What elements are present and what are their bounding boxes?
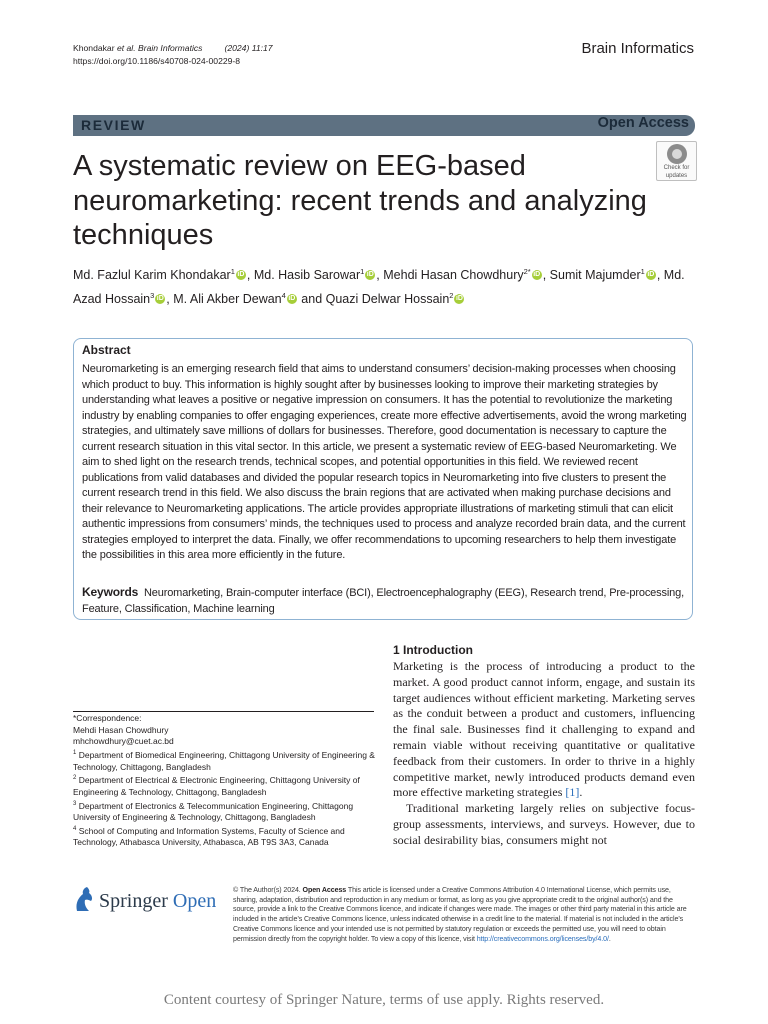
- orcid-icon[interactable]: iD: [533, 270, 541, 278]
- introduction-body: [393, 659, 695, 849]
- keywords-label: Keywords: [82, 585, 139, 599]
- affiliation: [73, 799, 378, 824]
- paragraph: [393, 659, 695, 801]
- running-header: [73, 42, 273, 67]
- affiliation-number: 2: [73, 775, 77, 782]
- publisher-name: Springer: [99, 890, 168, 912]
- article-type-banner: [73, 115, 695, 136]
- author-affiliation: 1: [640, 267, 645, 276]
- section-heading-introduction: 1 Introduction: [393, 643, 473, 657]
- author-name[interactable]: Md. Fazlul Karim Khondakar: [73, 268, 231, 283]
- author-separator: ,: [246, 268, 254, 283]
- footnotes: [73, 713, 378, 849]
- orcid-icon[interactable]: iD: [366, 270, 374, 278]
- affiliation-text: Department of Biomedical Engineering, Chittagong University of Engineering & Technology, Chittagong, Bangladesh: [73, 749, 375, 772]
- affiliation-text: School of Computing and Information Systems, Faculty of Science and Technology, Athabasca University, Athabasca, AB T9S 3A3, Canada: [73, 825, 345, 848]
- check-updates-line1: Check for: [663, 165, 690, 171]
- author-affiliation: 2*: [523, 267, 531, 276]
- header-journal-italic: et al. Brain Informatics: [116, 43, 203, 53]
- publisher-open: Open: [172, 890, 217, 912]
- orcid-icon[interactable]: iD: [288, 294, 296, 302]
- check-updates-icon: [667, 144, 687, 164]
- affiliation: [73, 773, 378, 798]
- author-list: [73, 262, 698, 309]
- orcid-icon[interactable]: iD: [237, 270, 245, 278]
- affiliation-number: 1: [73, 750, 77, 757]
- keywords-text: Neuromarketing, Brain-computer interface (BCI), Electroencephalography (EEG), Research trend, Pre-processing, Feature, Classification, Machine learning: [82, 587, 684, 615]
- affiliation: [73, 748, 378, 773]
- affiliation-number: 3: [73, 800, 77, 807]
- author-separator: ,: [376, 268, 384, 283]
- check-updates-line2: updates: [665, 172, 688, 179]
- article-title: A systematic review on EEG-based neuromarketing: recent trends and analyzing techniques: [73, 150, 647, 251]
- author-separator: ,: [166, 291, 174, 306]
- author-name[interactable]: Md. Azad Hossain: [73, 268, 685, 306]
- courtesy-notice: Content courtesy of Springer Nature, terms of use apply. Rights reserved.: [163, 992, 605, 1008]
- author-name[interactable]: Mehdi Hasan Chowdhury: [383, 268, 524, 283]
- citation-link[interactable]: [1]: [565, 785, 580, 800]
- author-name[interactable]: Md. Hasib Sarowar: [253, 268, 361, 283]
- orcid-icon[interactable]: iD: [156, 294, 164, 302]
- affiliation-text: Department of Electronics & Telecommunication Engineering, Chittagong University of Engineering & Technology, Chittagong, Bangladesh: [73, 800, 354, 823]
- author-name[interactable]: Quazi Delwar Hossain: [325, 291, 450, 306]
- springer-horse-icon: [73, 885, 95, 913]
- license-body: This article is licensed under a Creative Commons Attribution 4.0 International License, which permits use, sharing, adaptation, distribution and reproduction in any medium or format, as long as you give appropriate credit to the original author(s) and the source, provide a link to the Creative Commons licence, and indicate if changes were made. The images or other third party material in this article are included in the article’s Creative Commons licence, unless indicated otherwise in a credit line to the material. If material is not included in the article’s Creative Commons licence and your intended use is not permitted by statutory regulation or exceeds the permitted use, you will need to obtain permission directly from the copyright holder. To view a copy of this licence, visit: [233, 886, 687, 943]
- check-for-updates-badge[interactable]: [656, 141, 697, 181]
- open-access-label: Open Access: [597, 115, 689, 131]
- paragraph-text: Marketing is the process of introducing a product to the market. A good product cannot inform, engage, and sustain its target audiences without efficient marketing. Marketing serves as the conduit between a product and customers, influencing the final sale. Businesses find it challenging to expand and remain viable without receiving quantitative or qualitative feedback from their customers. In order to thrive in a highly competitive market, newly introduced products demand even more effective marketing strategies: [393, 659, 695, 800]
- author-affiliation: 2: [449, 290, 454, 300]
- license-url-link[interactable]: http://creativecommons.org/licenses/by/4.0/: [476, 934, 609, 943]
- author-affiliation: 4: [281, 290, 286, 300]
- footnote-divider: [73, 711, 374, 712]
- author-separator: and: [297, 291, 326, 306]
- orcid-icon[interactable]: iD: [647, 270, 655, 278]
- doi-link[interactable]: https://doi.org/10.1186/s40708-024-00229-8: [73, 55, 241, 66]
- license-oa-label: Open Access: [302, 886, 347, 894]
- header-authors: Khondakar: [73, 43, 115, 53]
- correspondence-label: *Correspondence:: [73, 713, 142, 723]
- correspondence-email[interactable]: mhchowdhury@cuet.ac.bd: [73, 736, 174, 747]
- abstract-heading: Abstract: [82, 343, 131, 357]
- author-affiliation: 1: [360, 267, 365, 276]
- license-end: .: [608, 934, 611, 943]
- author-separator: ,: [656, 268, 664, 283]
- author-affiliation: 1: [230, 267, 235, 276]
- abstract-text: Neuromarketing is an emerging research field that aims to understand consumers’ decision-making processes when choosing which product to buy. This information is highly sought after by businesses looking to improve their marketing strategies by understanding what leaves a positive or negative impression on consumers. It has the potential to revolutionize the marketing industry by enabling companies to offer engaging experiences, create more effective advertisements, avoid the wrong marketing strategies, and ultimately save millions of dollars for businesses. Therefore, good documentation is necessary to capture the current research situation in this vital sector. In this article, we present a systematic review of EEG-based Neuromarketing. We aim to shed light on the research trends, technical scopes, and potential opportunities in this field. We reviewed recent publications from valid databases and divided the popular research topics in Neuromarketing into five clusters to present the current research trend in this field. We also discuss the brain regions that are activated when making purchase decisions and their relevance to Neuromarketing applications. The article provides appropriate illustrations of marketing stimuli that can elicit authentic impressions from consumers’ minds, the techniques used to process and analyze recorded brain data, and the current strategies employed to interpret the data. Finally, we offer recommendations to upcoming researchers to help them investigate the possibilities in this area more efficiently in the future.: [82, 363, 687, 561]
- author-name[interactable]: Sumit Majumder: [549, 268, 641, 283]
- article-type-label: REVIEW: [81, 117, 146, 133]
- affiliation-number: 4: [73, 825, 77, 832]
- author-name[interactable]: M. Ali Akber Dewan: [173, 291, 282, 306]
- affiliation: [73, 824, 378, 849]
- paragraph-end: .: [579, 785, 583, 800]
- header-year: (2024) 11:17: [224, 43, 273, 53]
- license-text: [233, 886, 695, 944]
- author-affiliation: 3: [150, 290, 155, 300]
- paragraph: Traditional marketing largely relies on subjective focus-group assessments, interviews, and surveys. However, due to social desirability bias, consumers might not: [393, 801, 695, 847]
- keywords: [82, 584, 687, 617]
- license-copyright: © The Author(s) 2024.: [233, 886, 301, 894]
- correspondence-name: Mehdi Hasan Chowdhury: [73, 724, 169, 735]
- abstract-box: [73, 338, 693, 620]
- orcid-icon[interactable]: iD: [455, 294, 463, 302]
- journal-name: Brain Informatics: [581, 40, 694, 57]
- springer-open-logo: [73, 885, 223, 915]
- author-separator: ,: [542, 268, 550, 283]
- affiliation-text: Department of Electrical & Electronic Engineering, Chittagong University of Engineering & Technology, Chittagong, Bangladesh: [73, 775, 360, 797]
